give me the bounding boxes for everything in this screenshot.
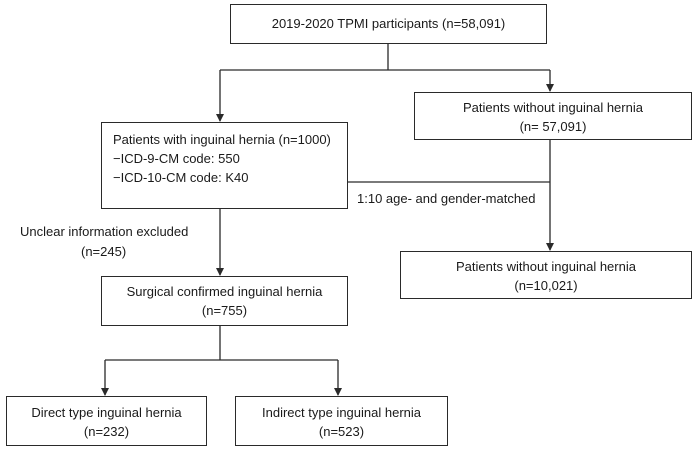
exclusion-label-count: (n=245): [81, 244, 127, 259]
matched-controls-count: (n=10,021): [514, 278, 578, 293]
direct-type-box: [6, 396, 207, 446]
direct-type-count: (n=232): [83, 424, 130, 439]
with-hernia-box: [101, 122, 348, 209]
surgical-confirmed-count: (n=755): [201, 303, 248, 318]
surgical-confirmed-box: [101, 276, 348, 326]
direct-type-title: Direct type inguinal hernia: [31, 405, 182, 420]
without-hernia-count: (n= 57,091): [519, 119, 587, 134]
with-hernia-title: Patients with inguinal hernia (n=1000): [113, 132, 331, 147]
exclusion-label: [20, 222, 188, 262]
indirect-type-title: Indirect type inguinal hernia: [262, 405, 421, 420]
matched-controls-title: Patients without inguinal hernia: [456, 259, 636, 274]
total-participants-box: [230, 4, 547, 44]
without-hernia-box: [414, 92, 692, 140]
indirect-type-count: (n=523): [318, 424, 365, 439]
exclusion-label-text: Unclear information excluded: [20, 224, 189, 239]
icd9-code-text: −ICD-9-CM code: 550: [113, 151, 240, 166]
matched-controls-box: [400, 251, 692, 299]
without-hernia-title: Patients without inguinal hernia: [463, 100, 643, 115]
surgical-confirmed-title: Surgical confirmed inguinal hernia: [126, 284, 323, 299]
matching-label: 1:10 age- and gender-matched: [357, 191, 536, 206]
icd10-code-text: −ICD-10-CM code: K40: [113, 170, 249, 185]
indirect-type-box: [235, 396, 448, 446]
total-participants-text: 2019-2020 TPMI participants (n=58,091): [271, 16, 506, 31]
